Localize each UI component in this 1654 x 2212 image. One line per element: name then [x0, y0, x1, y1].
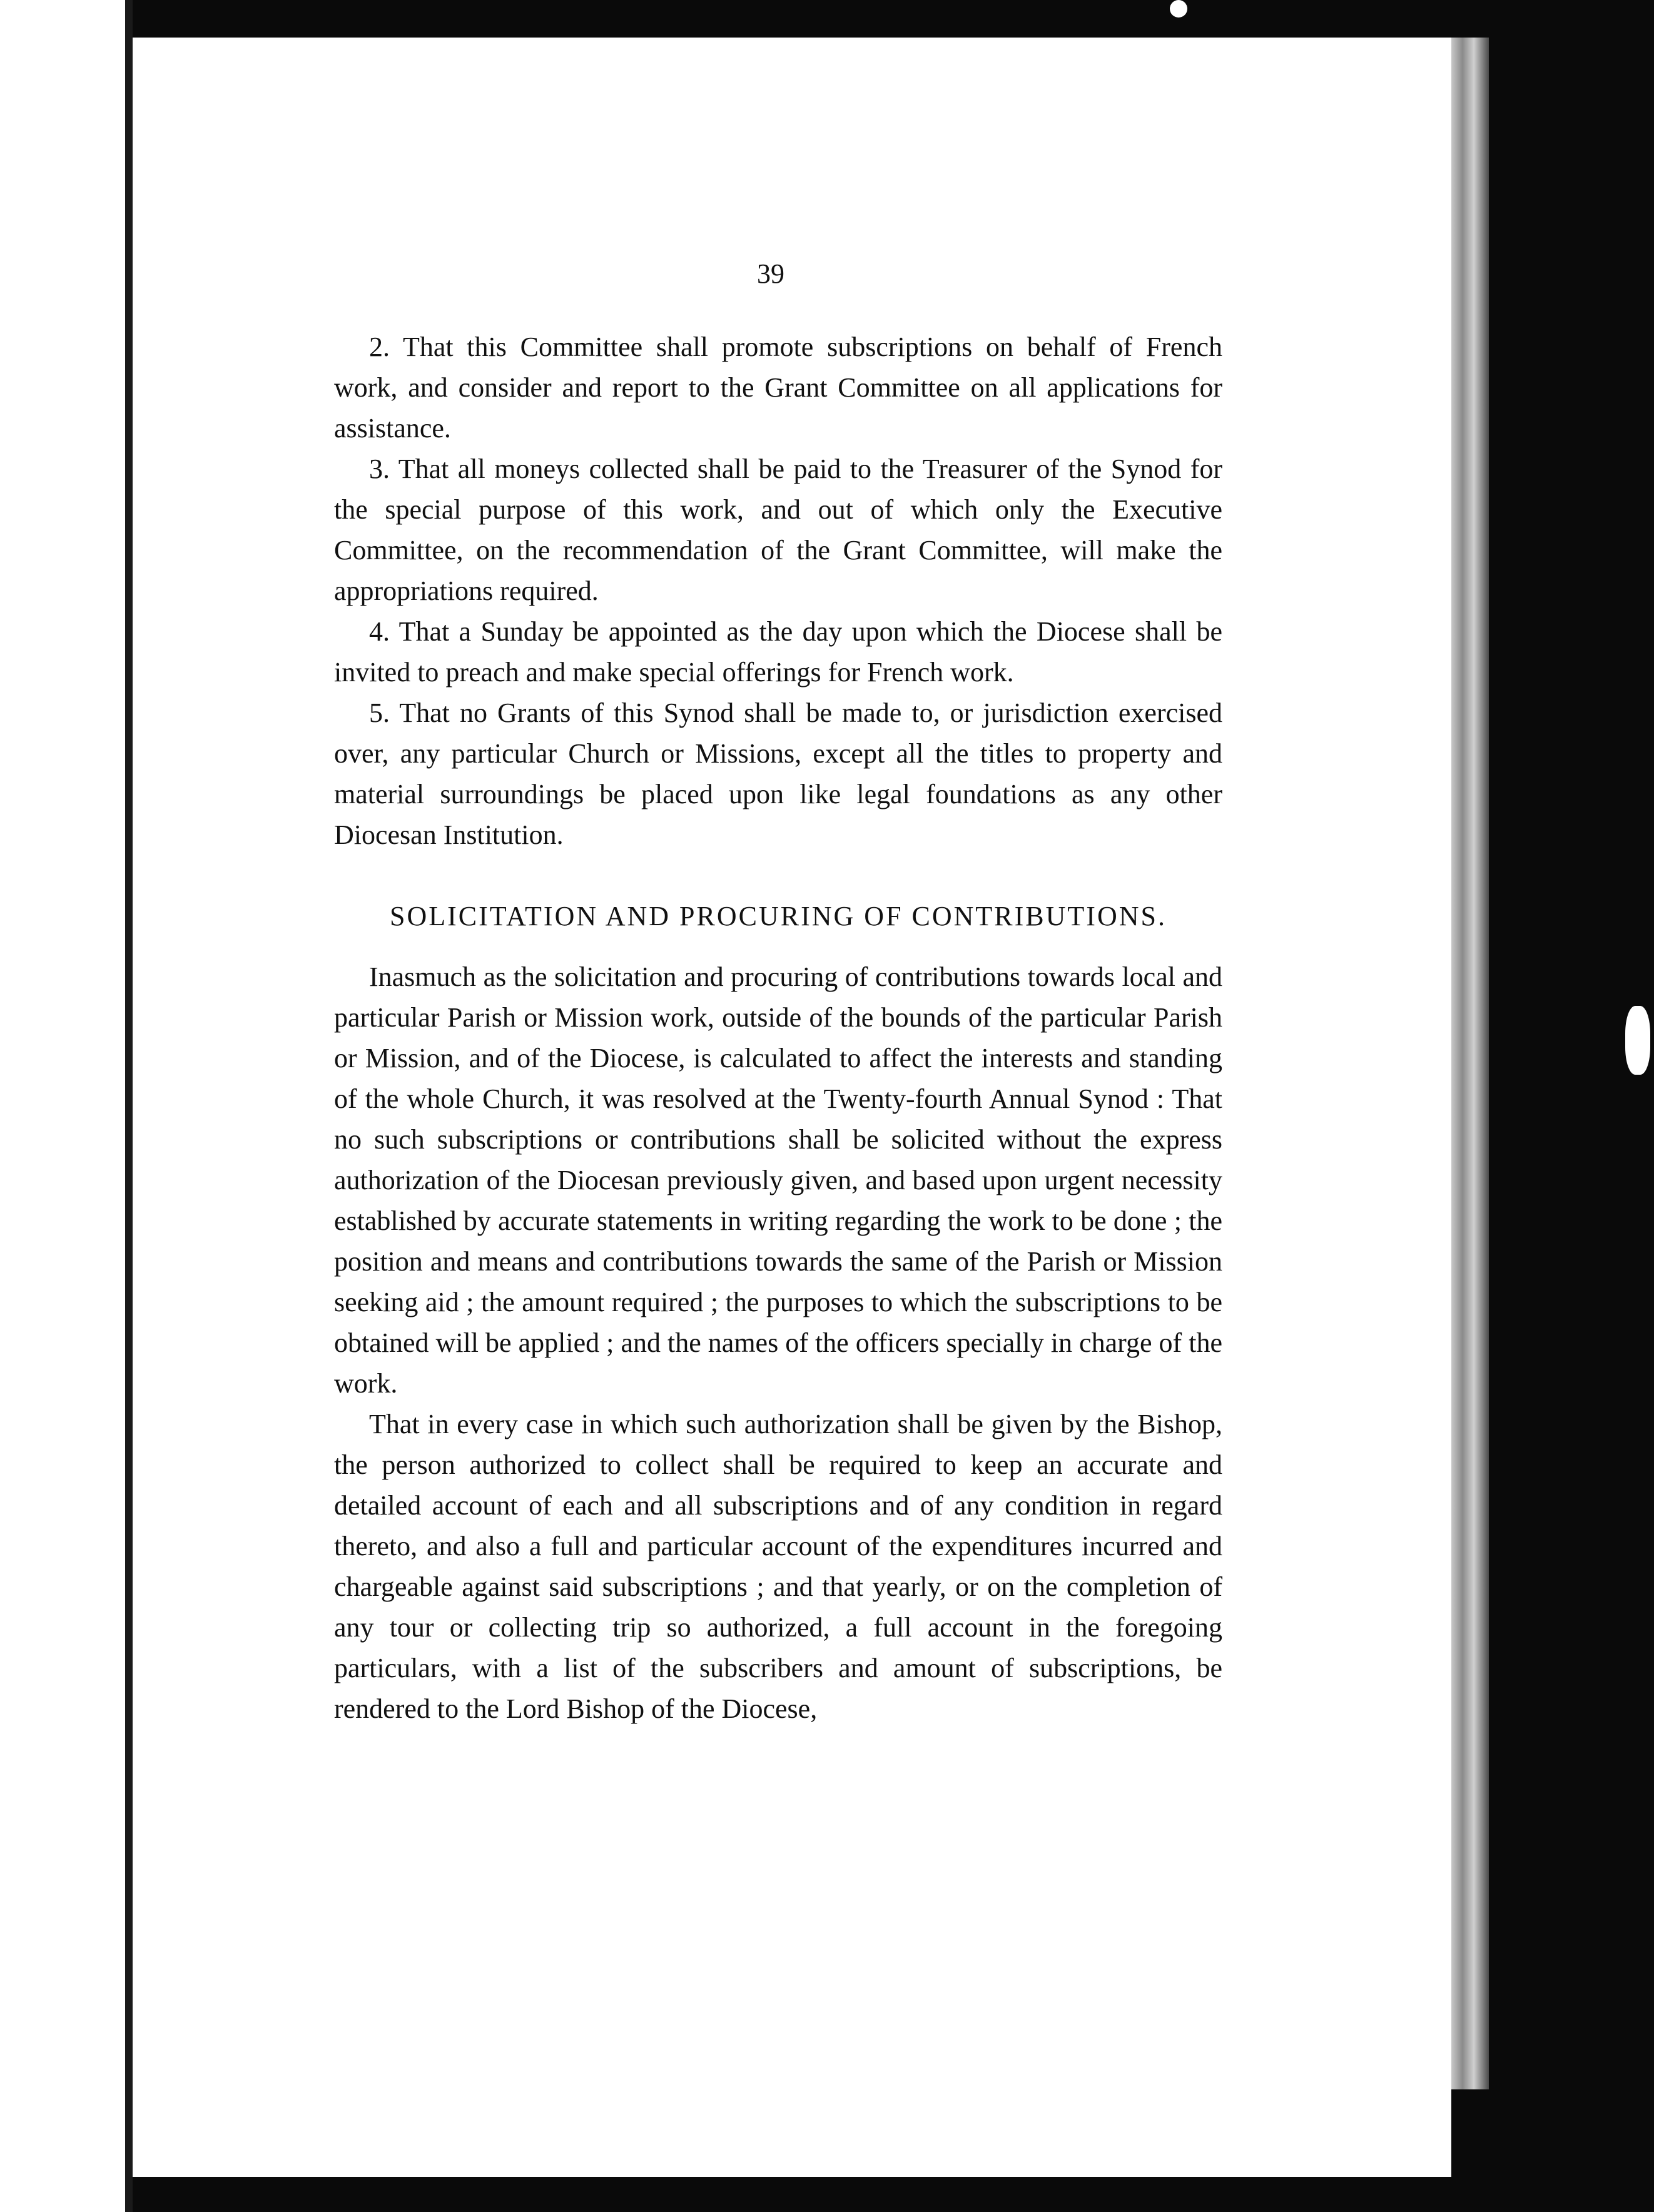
- section-heading: SOLICITATION AND PROCURING OF CONTRIBUTIONS.: [390, 901, 1167, 931]
- left-margin-strip: [0, 0, 125, 2212]
- dust-speck: [1625, 1006, 1650, 1075]
- body-paragraph: That in every case in which such authorization shall be given by the Bishop, the person authorized to collect shall be required to keep an accurate and detailed account of each and all subscriptions and of any condition in regard thereto, and also a full and particular account of the expenditures incurred and chargeable against said subscriptions ; and that yearly, or on the completion of any tour or collecting trip so authorized, a full account in the foregoing particulars, with a list of the subscribers and amount of subscriptions, be rendered to the Lord Bishop of the Diocese,: [334, 1409, 1222, 1724]
- resolution-item-5: 5. That no Grants of this Synod shall be made to, or jurisdiction exercised over, any particular Church or Missions, except all the titles to property and material surroundings be placed upon like legal foundations as any other Diocesan Institution.: [334, 698, 1222, 850]
- page-number: 39: [757, 258, 784, 289]
- resolution-item-3: 3. That all moneys collected shall be paid to the Treasurer of the Synod for the special purpose of this work, and out of which only the Executive Committee, on the recommendation of the Grant Committee, will make the appropriations required.: [334, 454, 1222, 606]
- left-page-edge: [125, 0, 133, 2212]
- resolution-item-2: 2. That this Committee shall promote subscriptions on behalf of French work, and consider and report to the Grant Committee on all applications for assistance.: [334, 332, 1222, 444]
- dust-speck: [1170, 0, 1187, 18]
- page-text: [334, 327, 1222, 1729]
- page-edge-shadow: [1451, 38, 1489, 2089]
- resolution-item-4: 4. That a Sunday be appointed as the day upon which the Diocese shall be invited to preach and make special offerings for French work.: [334, 616, 1222, 687]
- body-paragraph: Inasmuch as the solicitation and procuring of contributions towards local and particular Parish or Mission work, outside of the bounds of the particular Parish or Mission, and of the Diocese, is calculated to affect the interests and standing of the whole Church, it was resolved at the Twenty-fourth Annual Synod : That no such subscriptions or contributions shall be solicited without the express authorization of the Diocesan previously given, and based upon urgent necessity established by accurate statements in writing regarding the work to be done ; the position and means and contributions towards the same of the Parish or Mission seeking aid ; the amount required ; the purposes to which the subscriptions to be obtained will be applied ; and the names of the officers specially in charge of the work.: [334, 961, 1222, 1399]
